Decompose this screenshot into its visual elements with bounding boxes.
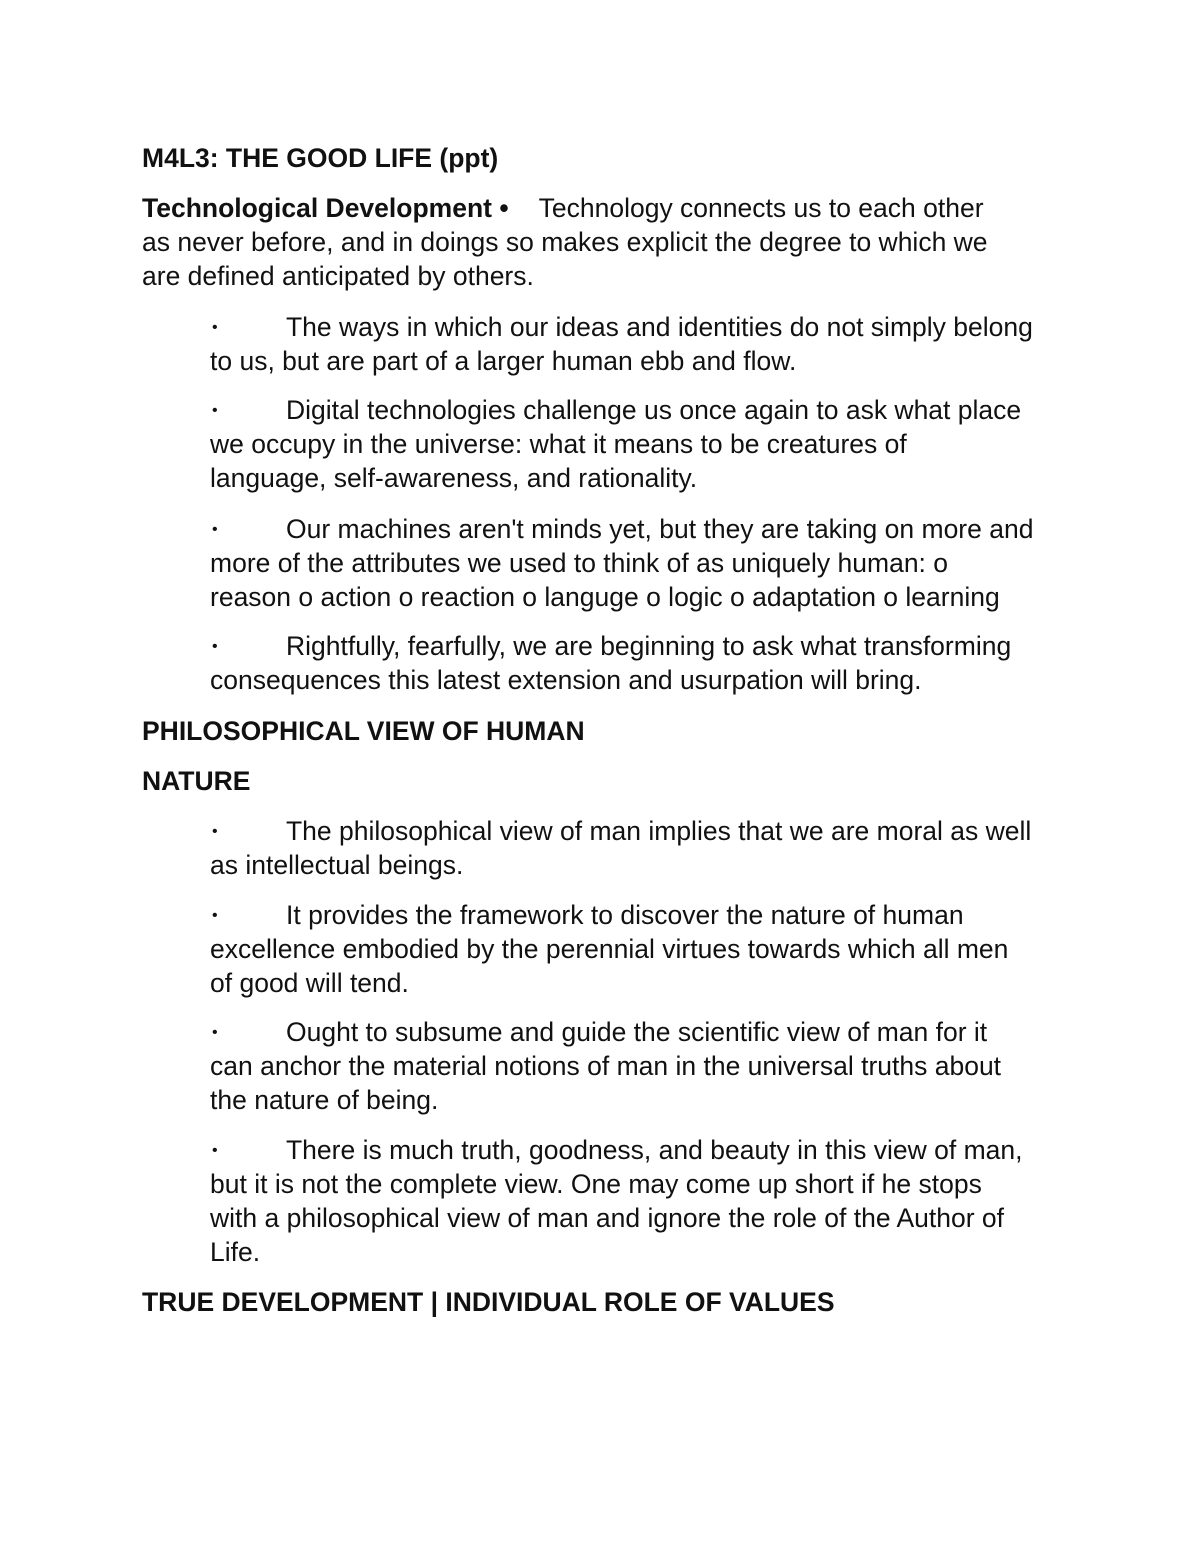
philo-bullet-1-line-2: as intellectual beings. [210, 850, 464, 880]
philo-bullet-2-line-1: • It provides the framework to discover the nature of human [210, 898, 964, 933]
tech-bullet-3-line-1: • Our machines aren't minds yet, but they are taking on more and [210, 512, 1033, 547]
philo-heading-line-1: PHILOSOPHICAL VIEW OF HUMAN [142, 716, 585, 746]
true-development-heading: TRUE DEVELOPMENT | INDIVIDUAL ROLE OF VALUES [142, 1287, 835, 1317]
tech-bullet-1-line-2: to us, but are part of a larger human ebb and flow. [210, 346, 797, 376]
philo-bullet-2-line-2: excellence embodied by the perennial virtues towards which all men [210, 934, 1009, 964]
philo-bullet-2-line-3: of good will tend. [210, 968, 409, 998]
bullet-marker: • [212, 521, 218, 538]
bullet-marker: • [212, 638, 218, 655]
philo-bullet-3-line-1: • Ought to subsume and guide the scientific view of man for it [210, 1015, 987, 1050]
bullet-marker: • [212, 402, 218, 419]
tech-bullet-1-line-1: • The ways in which our ideas and identities do not simply belong [210, 310, 1033, 345]
bullet-marker: • [212, 319, 218, 336]
philo-bullet-3-line-3: the nature of being. [210, 1085, 439, 1115]
tech-bullet-4-line-2: consequences this latest extension and usurpation will bring. [210, 665, 922, 695]
bullet-marker: • [212, 1142, 218, 1159]
philo-bullet-4-line-3: with a philosophical view of man and ignore the role of the Author of [210, 1203, 1005, 1233]
bullet-marker: • [212, 1024, 218, 1041]
tech-bullet-2-line-2: we occupy in the universe: what it means to be creatures of [210, 429, 907, 459]
tech-intro-line-2: as never before, and in doings so makes explicit the degree to which we [142, 227, 988, 257]
philo-bullet-4-line-4: Life. [210, 1237, 261, 1267]
tech-intro-text-1: Technology connects us to each other [538, 193, 984, 223]
bullet-marker: • [212, 823, 218, 840]
document-title: M4L3: THE GOOD LIFE (ppt) [142, 143, 499, 173]
philo-bullet-4-line-2: but it is not the complete view. One may come up short if he stops [210, 1169, 982, 1199]
tech-intro-line-1 [142, 191, 984, 225]
tech-bullet-3-line-2: more of the attributes we used to think of as uniquely human: o [210, 548, 949, 578]
philo-bullet-4-line-1: • There is much truth, goodness, and beauty in this view of man, [210, 1133, 1023, 1168]
bullet-marker: • [212, 907, 218, 924]
philo-bullet-3-line-2: can anchor the material notions of man in the universal truths about [210, 1051, 1002, 1081]
tech-bullet-3-line-3: reason o action o reaction o languge o logic o adaptation o learning [210, 582, 1000, 612]
philo-heading-line-2: NATURE [142, 766, 251, 796]
tech-bullet-4-line-1: • Rightfully, fearfully, we are beginning to ask what transforming [210, 629, 1011, 664]
tech-heading: Technological Development [142, 193, 492, 223]
tech-bullet-2-line-3: language, self-awareness, and rationality. [210, 463, 698, 493]
tech-heading-bullet: • [499, 193, 509, 223]
tech-intro-line-3: are defined anticipated by others. [142, 261, 534, 291]
tech-bullet-2-line-1: • Digital technologies challenge us once again to ask what place [210, 393, 1021, 428]
philo-bullet-1-line-1: • The philosophical view of man implies that we are moral as well [210, 814, 1031, 849]
